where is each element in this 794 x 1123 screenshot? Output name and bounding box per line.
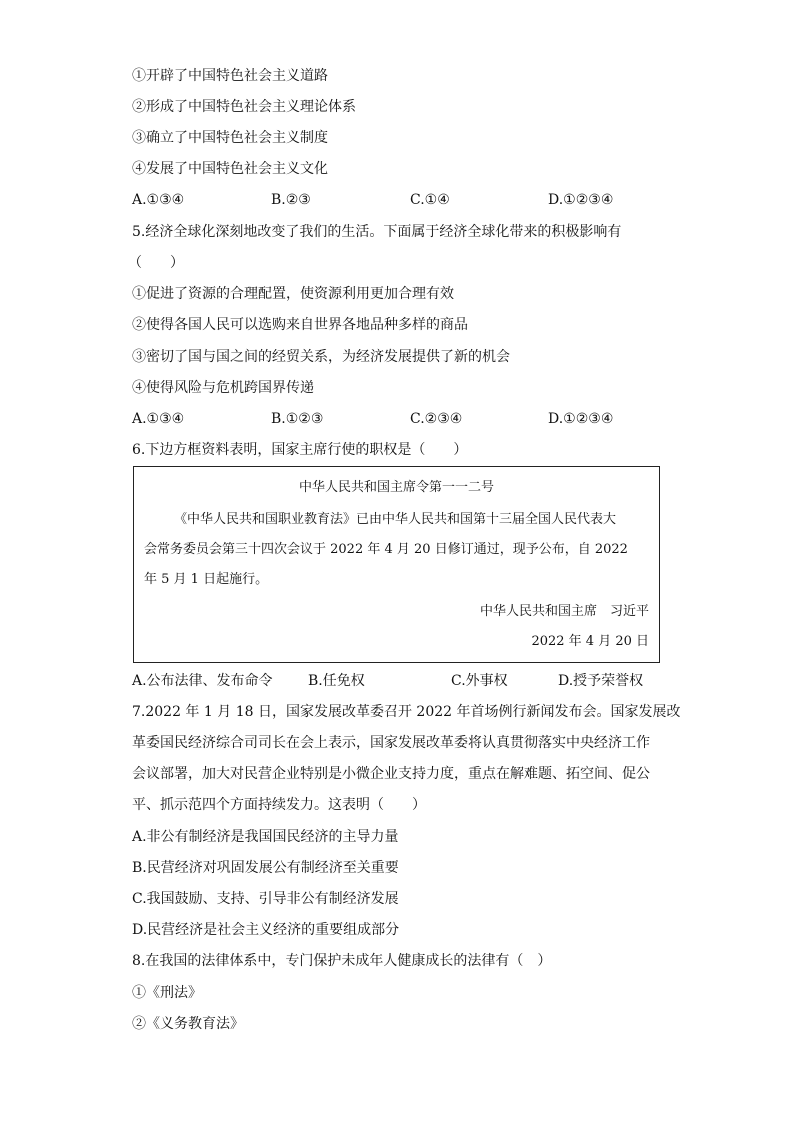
- decree-body-line-3: 年 5 月 1 日起施行。: [144, 572, 269, 587]
- q7-stem-line-2: 革委国民经济综合司司长在会上表示，国家发展改革委将认真贯彻落实中央经济工作: [132, 735, 650, 751]
- decree-date: 2022 年 4 月 20 日: [531, 634, 649, 649]
- q5-item-2: ②使得各国人民可以选购来自世界各地品种多样的商品: [132, 317, 468, 333]
- q7-option-a[interactable]: A.非公有制经济是我国国民经济的主导力量: [132, 829, 399, 845]
- q6-options: [132, 671, 672, 691]
- q7-option-d[interactable]: D.民营经济是社会主义经济的重要组成部分: [132, 922, 400, 938]
- decree-signature: 中华人民共和国主席 习近平: [479, 604, 649, 619]
- q8-stem: 8.在我国的法律体系中，专门保护未成年人健康成长的法律有（ ）: [132, 953, 552, 969]
- q6-option-a[interactable]: A.公布法律、发布命令: [132, 673, 273, 689]
- q7-option-c[interactable]: C.我国鼓励、支持、引导非公有制经济发展: [132, 891, 399, 907]
- q5-option-d[interactable]: D.①②③④: [548, 411, 614, 427]
- q4-item-4: ④发展了中国特色社会主义文化: [132, 161, 328, 177]
- q7-stem-line-1: 7.2022 年 1 月 18 日，国家发展改革委召开 2022 年首场例行新闻发布会。国家发展改: [132, 704, 681, 720]
- q4-option-a[interactable]: A.①③④: [132, 192, 185, 208]
- q5-stem: 5.经济全球化深刻地改变了我们的生活。下面属于经济全球化带来的积极影响有: [132, 224, 622, 240]
- q5-answer-paren: （ ）: [128, 255, 184, 271]
- q5-option-a[interactable]: A.①③④: [132, 411, 185, 427]
- q4-item-1: ①开辟了中国特色社会主义道路: [132, 68, 328, 84]
- q7-option-b[interactable]: B.民营经济对巩固发展公有制经济至关重要: [132, 860, 399, 876]
- q5-item-3: ③密切了国与国之间的经贸关系，为经济发展提供了新的机会: [132, 349, 510, 365]
- q5-option-c[interactable]: C.②③④: [410, 411, 463, 427]
- decree-title: 中华人民共和国主席令第一一二号: [298, 480, 494, 495]
- q4-option-d[interactable]: D.①②③④: [548, 192, 614, 208]
- q5-options: [132, 409, 672, 429]
- decree-box: [133, 466, 660, 663]
- decree-body-line-1: 《中华人民共和国职业教育法》已由中华人民共和国第十三届全国人民代表大: [174, 512, 617, 527]
- q4-option-b[interactable]: B.②③: [271, 192, 311, 208]
- q6-option-d[interactable]: D.授予荣誉权: [558, 673, 644, 689]
- q5-item-1: ①促进了资源的合理配置，使资源利用更加合理有效: [132, 286, 454, 302]
- q4-item-3: ③确立了中国特色社会主义制度: [132, 130, 328, 146]
- q6-option-c[interactable]: C.外事权: [451, 673, 508, 689]
- q4-option-c[interactable]: C.①④: [410, 192, 450, 208]
- q5-option-b[interactable]: B.①②③: [271, 411, 324, 427]
- q5-item-4: ④使得风险与危机跨国界传递: [132, 380, 314, 396]
- q7-stem-line-3: 会议部署，加大对民营企业特别是小微企业支持力度，重点在解难题、拓空间、促公: [132, 766, 650, 782]
- q8-item-2: ②《义务教育法》: [132, 1016, 244, 1032]
- q7-stem-line-4: 平、抓示范四个方面持续发力。这表明（ ）: [132, 797, 426, 813]
- q8-item-1: ①《刑法》: [132, 985, 202, 1001]
- q4-options: [132, 190, 672, 210]
- q6-stem: 6.下边方框资料表明，国家主席行使的职权是（ ）: [132, 442, 468, 458]
- decree-body-line-2: 会常务委员会第三十四次会议于 2022 年 4 月 20 日修订通过，现予公布，自 2022: [144, 542, 628, 557]
- q6-option-b[interactable]: B.任免权: [308, 673, 365, 689]
- q4-item-2: ②形成了中国特色社会主义理论体系: [132, 99, 356, 115]
